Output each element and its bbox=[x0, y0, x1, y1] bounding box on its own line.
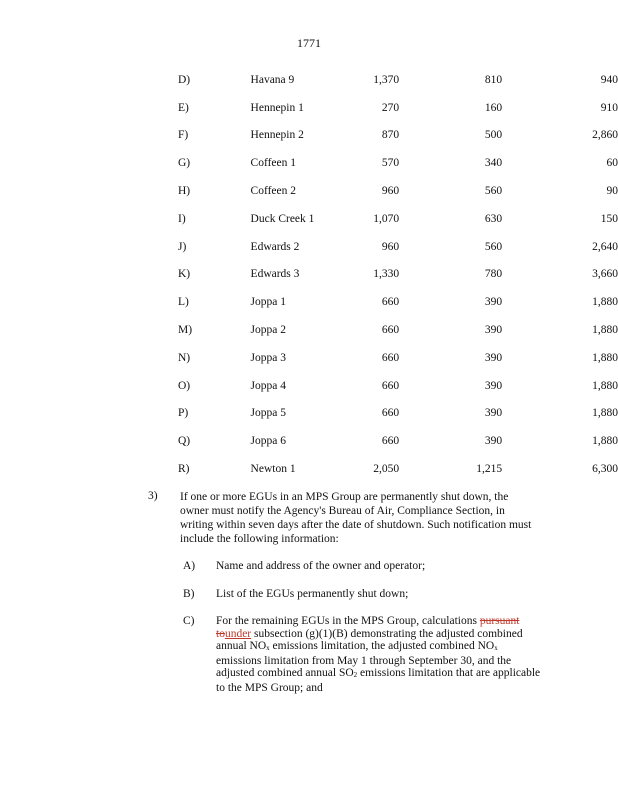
unit-name: Edwards 3 bbox=[250, 268, 300, 281]
unit-name: Coffeen 2 bbox=[250, 185, 297, 198]
value-c: 150 bbox=[600, 212, 618, 225]
value-c: 2,860 bbox=[592, 129, 618, 142]
value-b: 390 bbox=[484, 379, 503, 392]
paragraph-3-text: If one or more EGUs in an MPS Group are permanently shut down, the owner must notify the Agency's Bureau of Air, Compliance Section, in writing within seven days after the date of shutdown. Such notification must include the following information: bbox=[180, 491, 532, 545]
value-b: 780 bbox=[484, 268, 503, 281]
unit-name: Newton 1 bbox=[250, 463, 296, 476]
subitem-c-text-4: emissions limitation from May 1 through September 30, and the adjusted combined annual SO bbox=[216, 654, 512, 680]
value-a: 660 bbox=[381, 324, 400, 337]
row-letter: M) bbox=[178, 324, 193, 337]
table-row bbox=[178, 427, 618, 455]
value-c: 90 bbox=[606, 185, 618, 198]
emissions-table-body bbox=[178, 66, 618, 483]
value-c: 910 bbox=[600, 101, 618, 114]
deleted-text: pursuant to bbox=[216, 615, 520, 640]
value-c: 1,880 bbox=[592, 407, 618, 420]
subitem-b-text: List of the EGUs permanently shut down; bbox=[216, 588, 409, 600]
value-a: 960 bbox=[381, 185, 400, 198]
unit-name: Joppa 2 bbox=[250, 324, 287, 337]
value-b: 500 bbox=[484, 129, 503, 142]
value-a: 660 bbox=[381, 407, 400, 420]
value-b: 390 bbox=[484, 296, 503, 309]
value-a: 570 bbox=[381, 157, 400, 170]
row-letter: O) bbox=[178, 379, 191, 392]
page-number: 1771 bbox=[297, 36, 321, 50]
subitem-c-text-1: For the remaining EGUs in the MPS Group, calculations bbox=[216, 615, 480, 627]
subitem-c-text-3: emissions limitation, the adjusted combined NO bbox=[269, 640, 495, 653]
row-letter: G) bbox=[178, 157, 191, 170]
value-b: 160 bbox=[484, 101, 503, 114]
row-letter: Q) bbox=[178, 435, 191, 448]
value-a: 270 bbox=[381, 101, 400, 114]
unit-name: Coffeen 1 bbox=[250, 157, 297, 170]
value-b: 630 bbox=[484, 212, 503, 225]
table-row bbox=[178, 400, 618, 428]
nox-subscript: x bbox=[494, 644, 498, 653]
row-letter: I) bbox=[178, 212, 186, 225]
unit-name: Hennepin 1 bbox=[250, 101, 304, 114]
value-c: 1,880 bbox=[592, 324, 618, 337]
value-a: 660 bbox=[381, 351, 400, 364]
unit-name: Joppa 6 bbox=[250, 435, 287, 448]
row-letter: D) bbox=[178, 73, 191, 86]
subitem-a-text: Name and address of the owner and operator; bbox=[216, 560, 426, 572]
table-row bbox=[178, 344, 618, 372]
row-letter: L) bbox=[178, 296, 189, 309]
value-b: 560 bbox=[484, 185, 503, 198]
value-a: 2,050 bbox=[373, 463, 400, 476]
row-letter: E) bbox=[178, 101, 189, 114]
table-row bbox=[178, 233, 618, 261]
value-a: 1,330 bbox=[373, 268, 400, 281]
value-a: 1,070 bbox=[373, 212, 400, 225]
nox-subscript: x bbox=[266, 644, 270, 653]
table-row bbox=[178, 66, 618, 94]
unit-name: Joppa 1 bbox=[250, 296, 287, 309]
row-letter: P) bbox=[178, 407, 189, 420]
value-c: 3,660 bbox=[592, 268, 618, 281]
table-row bbox=[178, 149, 618, 177]
table-row bbox=[178, 372, 618, 400]
value-b: 390 bbox=[484, 351, 503, 364]
value-b: 1,215 bbox=[476, 463, 503, 476]
inserted-text: under bbox=[224, 627, 252, 640]
subitem-c-number: C) bbox=[183, 615, 195, 627]
unit-name: Havana 9 bbox=[250, 73, 295, 86]
value-a: 660 bbox=[381, 296, 400, 309]
table-row bbox=[178, 177, 618, 205]
row-letter: N) bbox=[178, 351, 191, 364]
table-row bbox=[178, 205, 618, 233]
subitem-a-number: A) bbox=[183, 560, 196, 572]
value-c: 940 bbox=[600, 73, 618, 86]
value-b: 340 bbox=[484, 157, 503, 170]
value-c: 60 bbox=[606, 157, 618, 170]
value-c: 1,880 bbox=[592, 379, 618, 392]
table-row bbox=[178, 261, 618, 289]
value-c: 6,300 bbox=[592, 463, 618, 476]
value-c: 1,880 bbox=[592, 351, 618, 364]
unit-name: Joppa 3 bbox=[250, 351, 287, 364]
value-b: 390 bbox=[484, 324, 503, 337]
value-c: 1,880 bbox=[592, 296, 618, 309]
row-letter: K) bbox=[178, 268, 191, 281]
table-row bbox=[178, 122, 618, 150]
unit-name: Joppa 5 bbox=[250, 407, 287, 420]
unit-name: Joppa 4 bbox=[250, 379, 287, 392]
value-b: 810 bbox=[484, 73, 503, 86]
row-letter: F) bbox=[178, 129, 189, 142]
row-letter: J) bbox=[178, 240, 187, 253]
value-b: 560 bbox=[484, 240, 503, 253]
table-row bbox=[178, 94, 618, 122]
value-a: 960 bbox=[381, 240, 400, 253]
unit-name: Edwards 2 bbox=[250, 240, 300, 253]
value-c: 1,880 bbox=[592, 435, 618, 448]
value-a: 660 bbox=[381, 435, 400, 448]
unit-name: Hennepin 2 bbox=[250, 129, 304, 142]
unit-name: Duck Creek 1 bbox=[250, 212, 315, 225]
value-b: 390 bbox=[484, 435, 503, 448]
emissions-table bbox=[178, 66, 618, 483]
value-c: 2,640 bbox=[592, 240, 618, 253]
table-row bbox=[178, 316, 618, 344]
row-letter: R) bbox=[178, 463, 190, 476]
table-row bbox=[178, 455, 618, 483]
paragraph-3-number: 3) bbox=[148, 490, 158, 502]
value-b: 390 bbox=[484, 407, 503, 420]
subitem-c-text-5: emissions limitation that are applicable to the MPS Group; and bbox=[216, 667, 541, 694]
value-a: 1,370 bbox=[373, 73, 400, 86]
row-letter: H) bbox=[178, 185, 191, 198]
so2-subscript: 2 bbox=[353, 671, 358, 680]
value-a: 660 bbox=[381, 379, 400, 392]
value-a: 870 bbox=[381, 129, 400, 142]
subitem-b-number: B) bbox=[183, 588, 195, 600]
table-row bbox=[178, 288, 618, 316]
subitem-c-text bbox=[216, 615, 543, 695]
subitem-c-text-2: subsection (g)(1)(B) demonstrating the adjusted combined annual NO bbox=[216, 627, 523, 653]
